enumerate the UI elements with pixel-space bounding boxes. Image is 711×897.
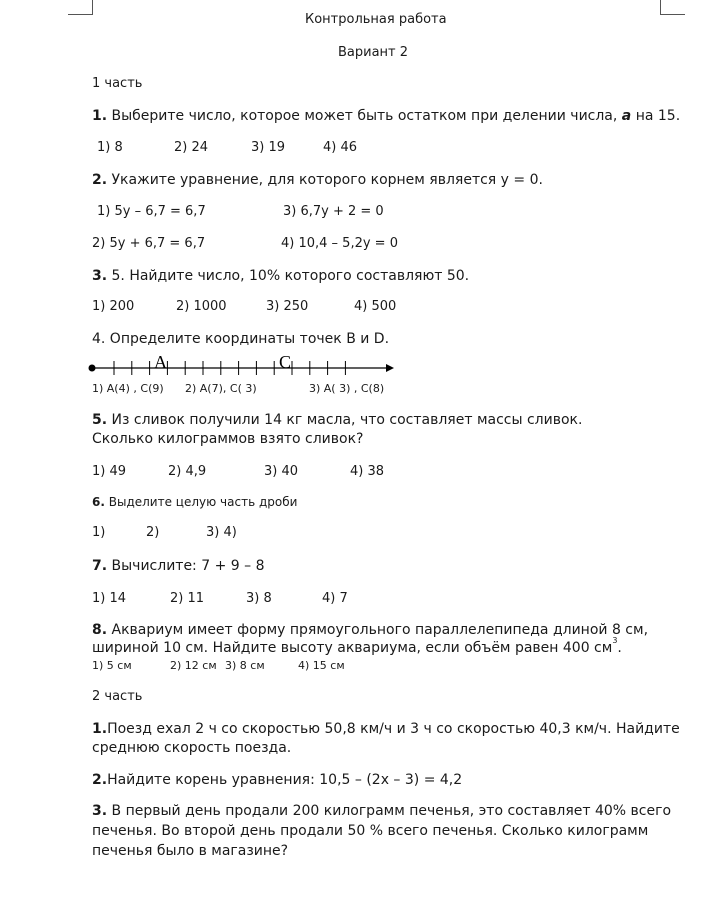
p2-q2-text bbox=[92, 772, 462, 788]
page-corner-mark-left bbox=[68, 0, 93, 15]
q4-option-1: 1) A(4) , C(9) bbox=[92, 382, 164, 395]
q4-option-2: 2) A(7), C( 3) bbox=[185, 382, 257, 395]
q8-option-3: 3) 8 см bbox=[225, 659, 265, 672]
q7-option-3: 3) 8 bbox=[246, 591, 272, 606]
p2-q2-question: Найдите корень уравнения: 10,5 – (2x – 3) = 4,2 bbox=[107, 772, 463, 788]
q7-number: 7. bbox=[92, 558, 108, 574]
q2-number: 2. bbox=[92, 172, 108, 188]
q7-option-2: 2) 11 bbox=[170, 591, 205, 606]
q1-option-1: 1) 8 bbox=[97, 140, 123, 155]
p2-q1-line2: среднюю скорость поезда. bbox=[92, 740, 292, 756]
q6-option-1: 1) bbox=[92, 525, 106, 540]
q8-question-line2 bbox=[92, 636, 622, 656]
document-title: Контрольная работа bbox=[305, 12, 447, 27]
q8-line2-text: шириной 10 см. Найдите высоту аквариума, если объём равен 400 см bbox=[92, 640, 613, 656]
part2-title: 2 часть bbox=[92, 689, 143, 704]
point-label-c: C bbox=[279, 352, 292, 372]
p2-q3-text bbox=[92, 803, 671, 819]
q2-option-1: 1) 5y – 6,7 = 6,7 bbox=[97, 204, 206, 219]
q8-line2-tail: . bbox=[617, 640, 622, 656]
q7-option-4: 4) 7 bbox=[322, 591, 348, 606]
q8-question: Аквариум имеет форму прямоугольного параллелепипеда длиной 8 см, bbox=[111, 622, 649, 638]
p2-q3-line2: печенья. Во второй день продали 50 % всего печенья. Сколько килограмм bbox=[92, 823, 649, 839]
q5-number: 5. bbox=[92, 412, 108, 428]
q5-option-2: 2) 4,9 bbox=[168, 464, 207, 479]
q7-option-1: 1) 14 bbox=[92, 591, 127, 606]
p2-q1-text bbox=[92, 721, 680, 737]
q8-number: 8. bbox=[92, 622, 108, 638]
q2-option-2: 2) 5y + 6,7 = 6,7 bbox=[92, 236, 206, 251]
q2-text bbox=[92, 172, 543, 188]
p2-q1-number: 1. bbox=[92, 721, 108, 737]
q1-text bbox=[92, 108, 680, 124]
p2-q3-line3: печенья было в магазине? bbox=[92, 843, 289, 859]
q8-option-1: 1) 5 см bbox=[92, 659, 132, 672]
q3-option-4: 4) 500 bbox=[354, 299, 397, 314]
q8-text bbox=[92, 622, 648, 638]
q1-option-4: 4) 46 bbox=[323, 140, 358, 155]
q1-question: Выберите число, которое может быть остатком при делении числа, bbox=[111, 108, 618, 124]
q5-question-line2: Сколько килограммов взято сливок? bbox=[92, 431, 364, 447]
q6-number: 6. bbox=[92, 495, 105, 509]
q2-option-4: 4) 10,4 – 5,2y = 0 bbox=[281, 236, 398, 251]
q5-option-1: 1) 49 bbox=[92, 464, 127, 479]
q1-tail: на 15. bbox=[635, 108, 681, 124]
p2-q3-number: 3. bbox=[92, 803, 108, 819]
q3-option-1: 1) 200 bbox=[92, 299, 135, 314]
p2-q1-question: Поезд ехал 2 ч со скоростью 50,8 км/ч и 3 ч со скоростью 40,3 км/ч. Найдите bbox=[107, 721, 680, 737]
q4-option-3: 3) A( 3) , C(8) bbox=[309, 382, 385, 395]
q5-option-3: 3) 40 bbox=[264, 464, 299, 479]
number-line-arrow bbox=[386, 364, 394, 372]
q1-option-3: 3) 19 bbox=[251, 140, 286, 155]
q6-text bbox=[92, 495, 297, 509]
q3-text bbox=[92, 268, 469, 284]
q7-text bbox=[92, 558, 264, 574]
number-line-origin bbox=[89, 365, 96, 372]
q6-question: Выделите целую часть дроби bbox=[108, 495, 298, 509]
q3-option-3: 3) 250 bbox=[266, 299, 309, 314]
q1-number: 1. bbox=[92, 108, 108, 124]
q6-option-2: 2) bbox=[146, 525, 160, 540]
q8-superscript: 3 bbox=[612, 636, 618, 645]
q1-variable: a bbox=[621, 108, 632, 124]
q7-question: Вычислите: 7 + 9 – 8 bbox=[111, 558, 265, 574]
q4-question: 4. Определите координаты точек B и D. bbox=[92, 331, 390, 347]
q5-question: Из сливок получили 14 кг масла, что составляет массы сливок. bbox=[111, 412, 583, 428]
q6-option-3-4: 3) 4) bbox=[206, 525, 237, 540]
q2-option-3: 3) 6,7y + 2 = 0 bbox=[283, 204, 384, 219]
q1-option-2: 2) 24 bbox=[174, 140, 209, 155]
p2-q3-question: В первый день продали 200 килограмм печенья, это составляет 40% всего bbox=[111, 803, 672, 819]
q3-option-2: 2) 1000 bbox=[176, 299, 227, 314]
page-corner-mark-right bbox=[660, 0, 685, 15]
p2-q2-number: 2. bbox=[92, 772, 108, 788]
number-line bbox=[86, 352, 396, 382]
variant-label: Вариант 2 bbox=[338, 45, 409, 60]
q3-question: 5. Найдите число, 10% которого составляют 50. bbox=[111, 268, 470, 284]
q5-text bbox=[92, 412, 582, 428]
q5-option-4: 4) 38 bbox=[350, 464, 385, 479]
point-label-a: A bbox=[154, 352, 167, 372]
q8-option-2: 2) 12 см bbox=[170, 659, 217, 672]
q8-option-4: 4) 15 см bbox=[298, 659, 345, 672]
q2-question: Укажите уравнение, для которого корнем является y = 0. bbox=[111, 172, 543, 188]
part1-title: 1 часть bbox=[92, 76, 143, 91]
q3-number: 3. bbox=[92, 268, 108, 284]
